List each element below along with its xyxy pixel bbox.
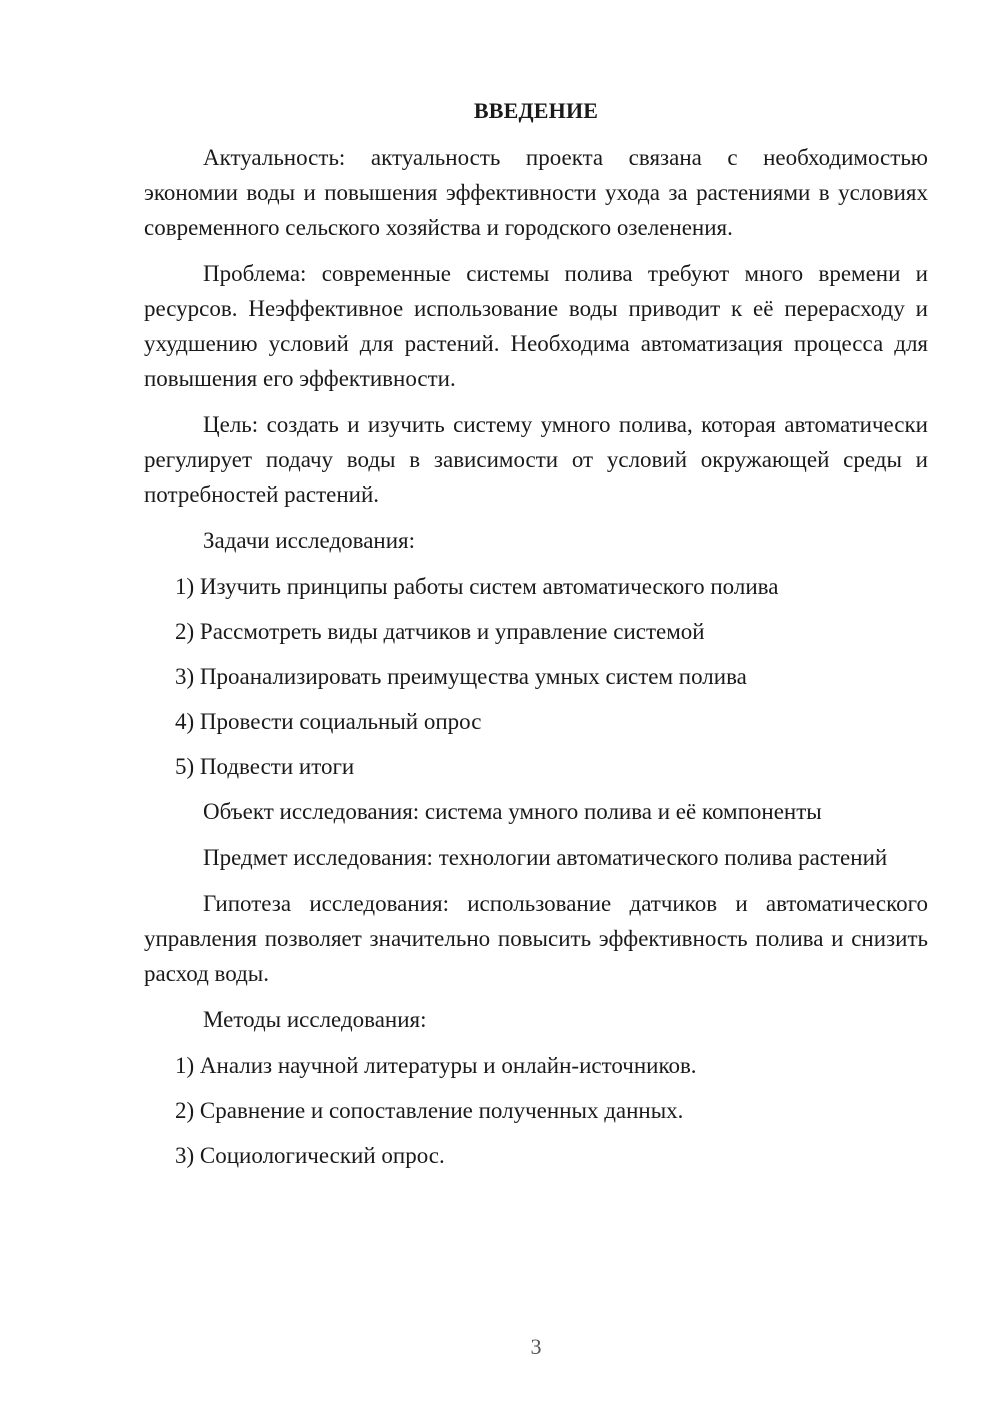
list-item: 5) Подвести итоги: [175, 754, 355, 779]
hypothesis-paragraph: Гипотеза исследования: использование датчиков и автоматического управления позволяет значительно повысить эффективность полива и снизить расход воды.: [144, 891, 928, 986]
list-item: 2) Рассмотреть виды датчиков и управление системой: [175, 619, 705, 644]
list-item: 3) Проанализировать преимущества умных систем полива: [175, 664, 747, 689]
page-number: 3: [530, 1334, 542, 1359]
list-item: 1) Анализ научной литературы и онлайн-источников.: [175, 1053, 697, 1078]
tasks-heading: Задачи исследования:: [203, 528, 416, 553]
subject-paragraph: Предмет исследования: технологии автоматического полива растений: [203, 845, 888, 870]
list-item: 1) Изучить принципы работы систем автоматического полива: [175, 574, 779, 599]
tasks-list: [144, 569, 928, 784]
page-title: ВВЕДЕНИЕ: [473, 98, 599, 123]
list-item: 4) Провести социальный опрос: [175, 709, 482, 734]
goal-paragraph: Цель: создать и изучить систему умного полива, которая автоматически регулирует подачу воды в зависимости от условий окружающей среды и потребностей растений.: [144, 412, 928, 507]
object-paragraph: Объект исследования: система умного полива и её компоненты: [203, 799, 822, 824]
document-body: [144, 95, 928, 1183]
methods-heading: Методы исследования:: [203, 1007, 427, 1032]
list-item: 3) Социологический опрос.: [175, 1143, 445, 1168]
list-item: 2) Сравнение и сопоставление полученных данных.: [175, 1098, 684, 1123]
problem-paragraph: Проблема: современные системы полива требуют много времени и ресурсов. Неэффективное использование воды приводит к её перерасходу и ухудшению условий для растений. Необходима автоматизация процесса для повышения его эффективности.: [144, 261, 928, 391]
methods-list: [144, 1048, 928, 1173]
relevance-paragraph: Актуальность: актуальность проекта связана с необходимостью экономии воды и повышения эффективности ухода за растениями в условиях современного сельского хозяйства и городского озеленения.: [144, 145, 928, 240]
